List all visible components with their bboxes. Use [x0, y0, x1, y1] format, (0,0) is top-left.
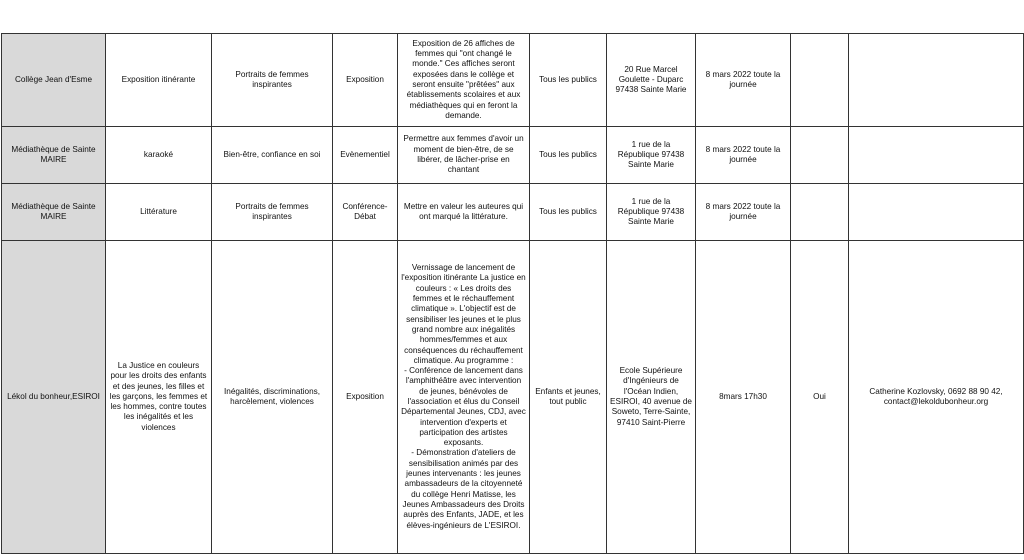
description-cell: Permettre aux femmes d'avoir un moment de bien-être, de se libérer, de lâcher-prise en chantant — [398, 127, 530, 184]
address-cell: 20 Rue Marcel Goulette - Duparc 97438 Sainte Marie — [607, 34, 696, 127]
format-cell: Conférence-Débat — [333, 184, 398, 241]
table-row — [2, 34, 1024, 127]
organizer-cell: Collège Jean d'Esme — [2, 34, 106, 127]
audience-cell: Tous les publics — [530, 34, 607, 127]
theme-cell: Inégalités, discriminations, harcèlement, violences — [212, 241, 333, 554]
table-row — [2, 127, 1024, 184]
format-cell: Evènementiel — [333, 127, 398, 184]
registration-cell — [791, 34, 849, 127]
description-cell: Vernissage de lancement de l'exposition itinérante La justice en couleurs : « Les droits des femmes et le réchauffement climatique ». L'objectif est de sensibiliser les jeunes et le plus grand nombre aux inégalités hommes/femmes et aux conséquences du réchauffement climatique. Au programme : - Conférence de lancement dans l'amphithéâtre avec intervention de jeunes, bénévoles de l'association et élus du Conseil Départemental Jeunes, CDJ, avec intervention d'experts et participation des artistes exposants. - Démonstration d'ateliers de sensibilisation animés par des jeunes intervenants : les jeunes ambassadeurs de la citoyenneté du collège Henri Matisse, les Jeunes Ambassadeurs des Droits auprès des Enfants, JADE, et les élèves-ingénieurs de L'ESIROI. — [398, 241, 530, 554]
registration-cell — [791, 184, 849, 241]
format-cell: Exposition — [333, 34, 398, 127]
address-cell: 1 rue de la République 97438 Sainte Marie — [607, 127, 696, 184]
theme-cell: Bien-être, confiance en soi — [212, 127, 333, 184]
contact-cell — [849, 184, 1024, 241]
table-row — [2, 184, 1024, 241]
format-cell: Exposition — [333, 241, 398, 554]
audience-cell: Tous les publics — [530, 184, 607, 241]
type-cell: karaoké — [106, 127, 212, 184]
contact-cell: Catherine Kozlovsky, 0692 88 90 42, contact@lekoldubonheur.org — [849, 241, 1024, 554]
events-table — [1, 33, 1024, 554]
description-cell: Mettre en valeur les auteures qui ont marqué la littérature. — [398, 184, 530, 241]
date-cell: 8mars 17h30 — [696, 241, 791, 554]
type-cell: Littérature — [106, 184, 212, 241]
contact-cell — [849, 127, 1024, 184]
organizer-cell: Lékol du bonheur,ESIROI — [2, 241, 106, 554]
registration-cell — [791, 127, 849, 184]
theme-cell: Portraits de femmes inspirantes — [212, 34, 333, 127]
table-row — [2, 241, 1024, 554]
audience-cell: Tous les publics — [530, 127, 607, 184]
address-cell: 1 rue de la République 97438 Sainte Marie — [607, 184, 696, 241]
date-cell: 8 mars 2022 toute la journée — [696, 34, 791, 127]
description-cell: Exposition de 26 affiches de femmes qui "ont changé le monde." Ces affiches seront exposées dans le collège et seront ensuite "prêtées" aux établissements scolaires et aux médiathèques qui en feront la demande. — [398, 34, 530, 127]
type-cell: La Justice en couleurs pour les droits des enfants et des jeunes, les filles et les garçons, les femmes et les hommes, contre toutes les inégalités et les violences — [106, 241, 212, 554]
contact-cell — [849, 34, 1024, 127]
organizer-cell: Médiathèque de Sainte MAIRE — [2, 184, 106, 241]
theme-cell: Portraits de femmes inspirantes — [212, 184, 333, 241]
date-cell: 8 mars 2022 toute la journée — [696, 127, 791, 184]
type-cell: Exposition itinérante — [106, 34, 212, 127]
address-cell: Ecole Supérieure d'Ingénieurs de l'Océan Indien, ESIROI, 40 avenue de Soweto, Terre-Sainte, 97410 Saint-Pierre — [607, 241, 696, 554]
audience-cell: Enfants et jeunes, tout public — [530, 241, 607, 554]
registration-cell: Oui — [791, 241, 849, 554]
date-cell: 8 mars 2022 toute la journée — [696, 184, 791, 241]
organizer-cell: Médiathèque de Sainte MAIRE — [2, 127, 106, 184]
